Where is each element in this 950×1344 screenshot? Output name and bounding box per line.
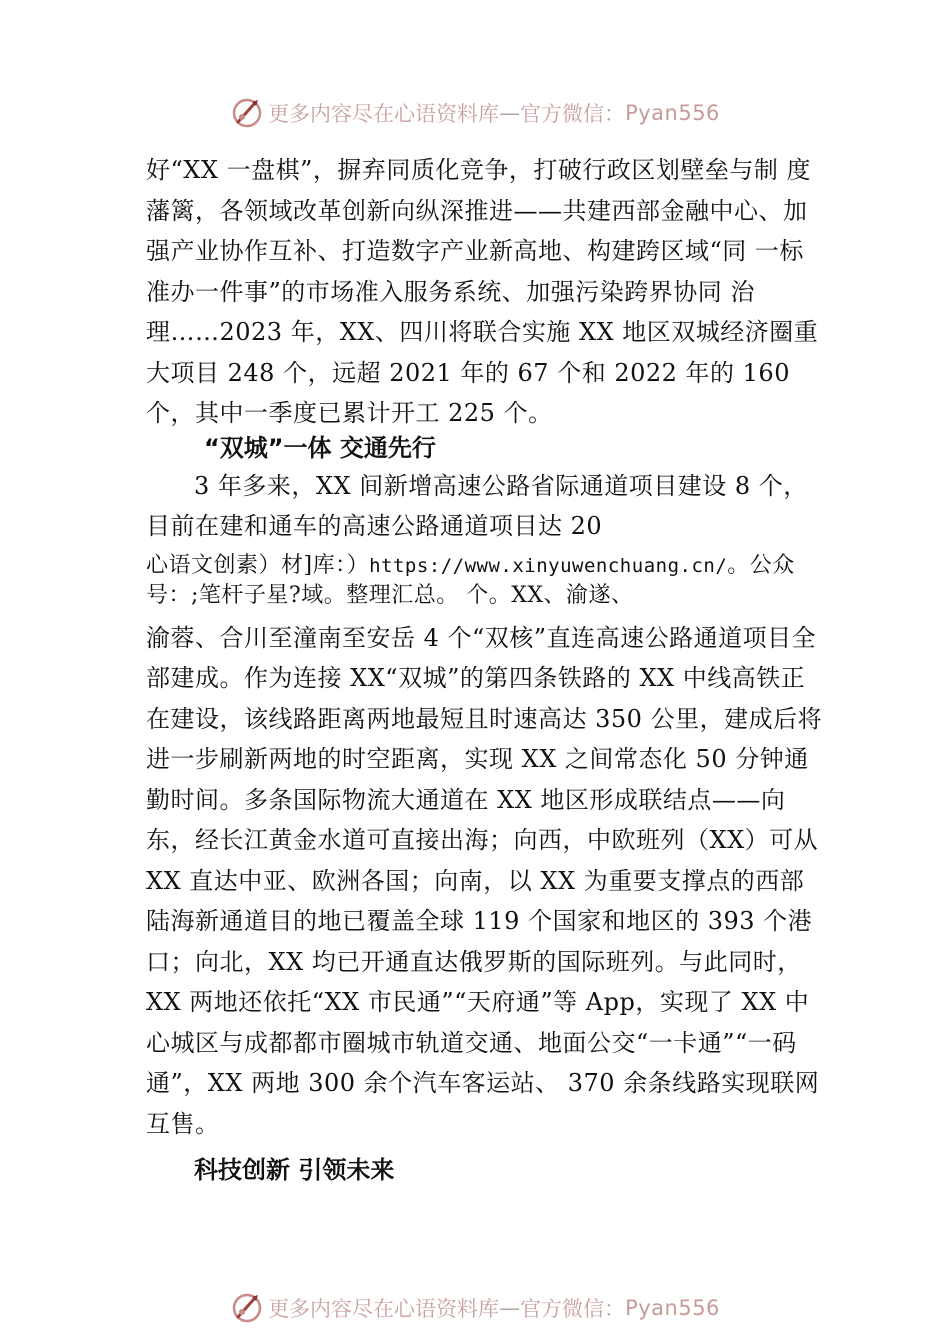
watermark-text: 更多内容尽在心语资料库 (268, 102, 500, 126)
source-note-suffix: 。公众号：;笔杆子星?域。整理汇总。 个。XX、渝遂、 (146, 552, 795, 608)
paragraph-4: 渝蓉、合川至潼南至安岳 4 个“双核”直连高速公路通道项目全部建成。作为连接 XX“双城”的第四条铁路的 XX 中线高铁正在建设，该线路距离两地最短且时速高达 350 公里，建成后将进一步刷新两地的时空距离，实现 XX 之间常态化 50 分钟通勤时间。多条国际物流大通道在 XX 地区形成联结点——向东，经长江黄金水道可直接出海；向西，中欧班列（XX）可从 XX 直达中亚、欧洲各国；向南，以 XX 为重要支撑点的西部陆海新通道目的地已覆盖全球 119 个国家和地区的 393 个港口；向北，XX 均已开通直达俄罗斯的国际班列。与此同时，XX 两地还依托“XX 市民通”“天府通”等 App，实现了 XX 中心城区与成都都市圈城市轨道交通、地面公交“一卡通”“一码通”，XX 两地 300 余个汽车客运站、 370 余条线路实现联网互售。 (146, 623, 823, 1138)
section-heading-transport: “双城”一体 交通先行 (204, 433, 436, 462)
watermark-id: Pyan556 (625, 101, 720, 125)
paragraph-2: 3 年多来，XX 间新增高速公路省际通道项目建设 8 个，目前在建和通车的高速公路通道项目达 20 (146, 471, 808, 540)
watermark-label: 官方微信： (520, 102, 626, 126)
watermark-text: 更多内容尽在心语资料库 (268, 1297, 500, 1321)
document-body (146, 150, 826, 1144)
brush-logo-icon (230, 1291, 264, 1325)
source-url-link[interactable]: https://www.xinyuwenchuang.cn/ (369, 554, 728, 577)
watermark-separator: — (499, 101, 521, 125)
footer-watermark (0, 1288, 950, 1328)
watermark-label: 官方微信： (520, 1297, 626, 1321)
header-watermark (0, 93, 950, 133)
watermark-separator: — (499, 1296, 521, 1320)
paragraph-3-source-note (146, 551, 826, 610)
paragraph-1: 好“XX 一盘棋”，摒弃同质化竞争，打破行政区划壁垒与制 度藩篱，各领域改革创新向纵深推进——共建西部金融中心、加强产业协作互补、打造数字产业新高地、构建跨区域“同 一标准办一件事”的市场准入服务系统、加强污染跨界协同 治理……2023 年，XX、四川将联合实施 XX 地区双城经济圈重大项目 248 个，远超 2021 年的 67 个和 2022 年的 160 个，其中一季度已累计开工 225 个。 (146, 156, 819, 427)
section-heading-technology: 科技创新 引领未来 (194, 1156, 395, 1184)
source-note-prefix: 心语文创素）材]库：） (146, 552, 370, 578)
watermark-id: Pyan556 (625, 1296, 720, 1320)
brush-logo-icon (230, 96, 264, 130)
